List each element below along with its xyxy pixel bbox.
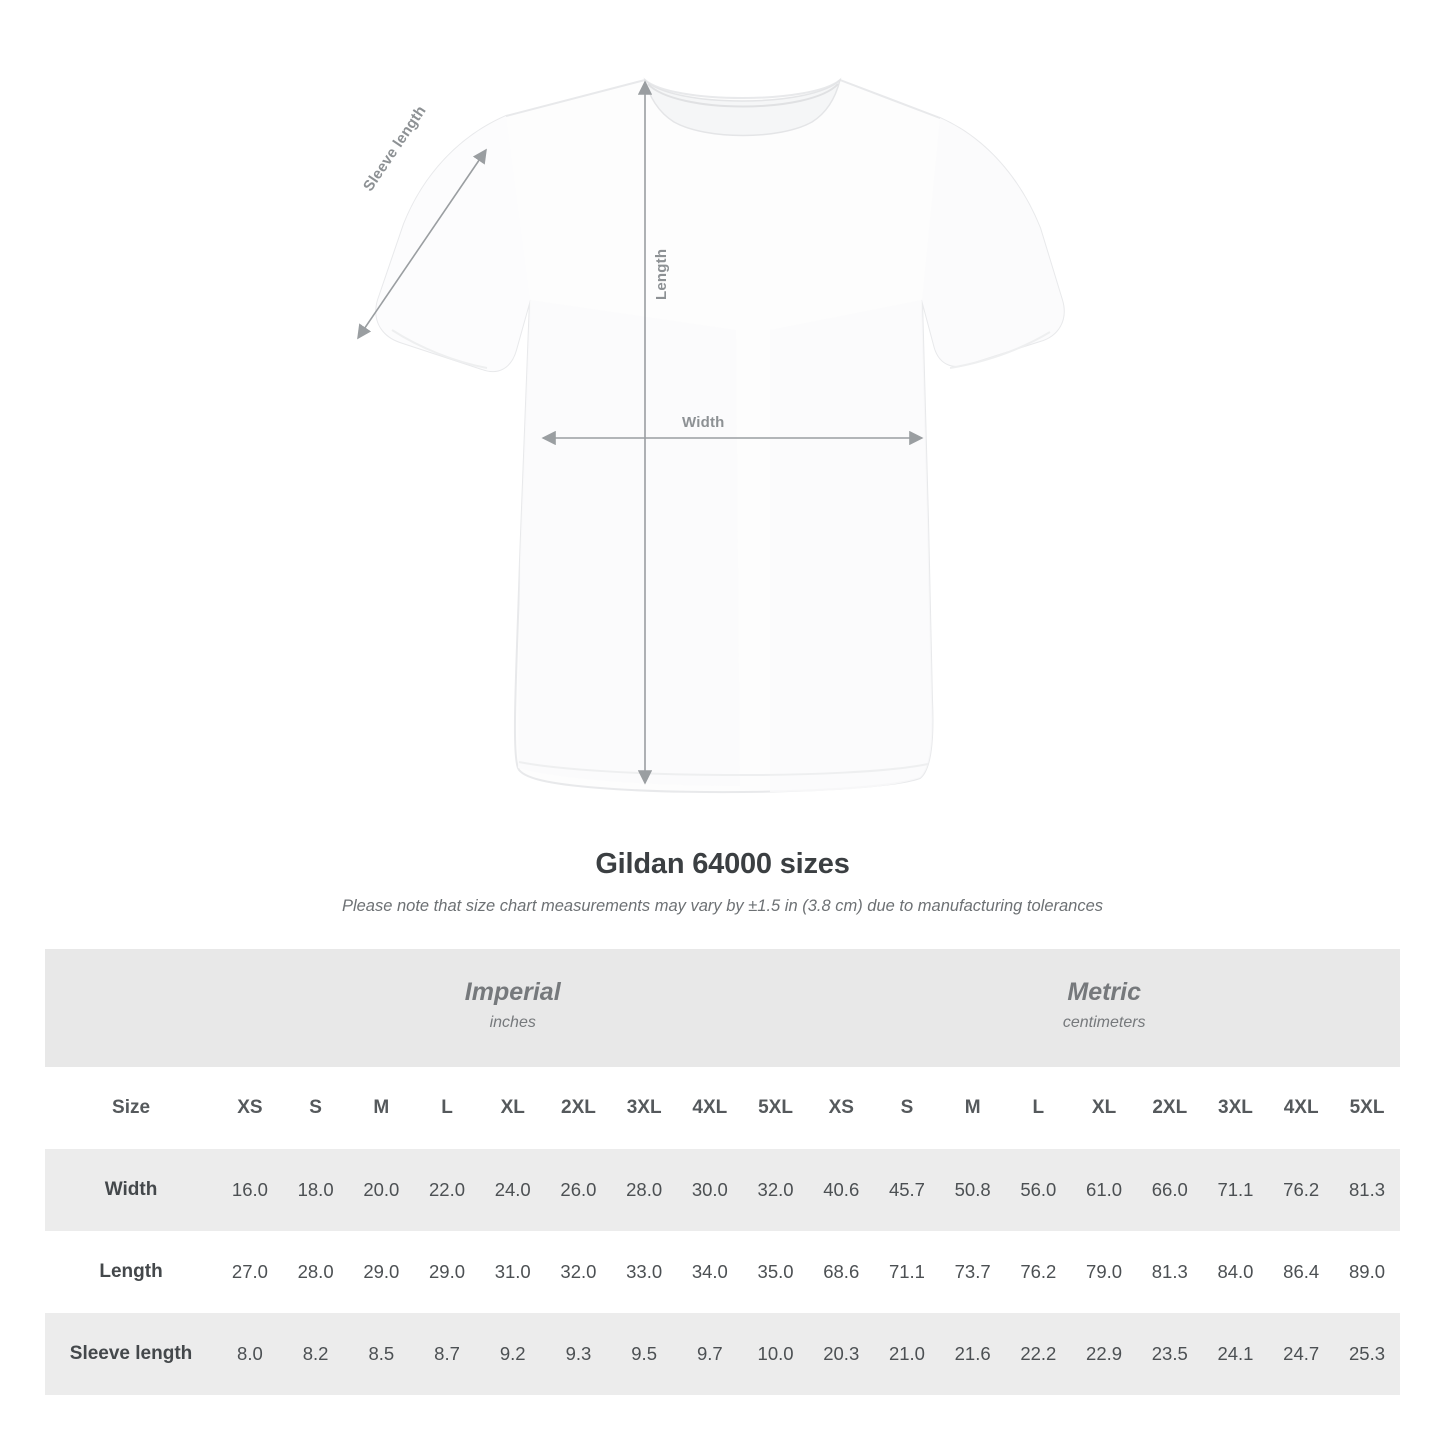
column-header: XL [480,1067,546,1149]
table-cell: 29.0 [348,1231,414,1313]
table-cell: 24.7 [1268,1313,1334,1395]
table-cell: 29.0 [414,1231,480,1313]
unit-imperial-sub: inches [489,1014,536,1032]
table-cell: 35.0 [743,1231,809,1313]
column-header: L [1006,1067,1072,1149]
table-cell: 9.7 [677,1313,743,1395]
table-cell: 81.3 [1334,1149,1400,1231]
table-cell: 18.0 [283,1149,349,1231]
row-label: Width [45,1149,217,1231]
table-cell: 22.0 [414,1149,480,1231]
sleeve-length-dimension-label: Sleeve length [360,102,430,195]
table-cell: 33.0 [611,1231,677,1313]
table-cell: 34.0 [677,1231,743,1313]
column-header: 4XL [1268,1067,1334,1149]
table-cell: 61.0 [1071,1149,1137,1231]
table-cell: 26.0 [546,1149,612,1231]
unit-header-spacer [45,949,217,1067]
table-cell: 66.0 [1137,1149,1203,1231]
column-header: XS [808,1067,874,1149]
table-cell: 89.0 [1334,1231,1400,1313]
table-cell: 9.3 [546,1313,612,1395]
table-cell: 50.8 [940,1149,1006,1231]
column-header: 3XL [1203,1067,1269,1149]
row-label: Sleeve length [45,1313,217,1395]
table-cell: 8.5 [348,1313,414,1395]
table-cell: 28.0 [283,1231,349,1313]
table-cell: 9.5 [611,1313,677,1395]
tolerance-note: Please note that size chart measurements may vary by ±1.5 in (3.8 cm) due to manufacturing tolerances [341,897,1104,915]
table-cell: 56.0 [1006,1149,1072,1231]
length-dimension-label: Length [653,248,670,300]
table-cell: 24.1 [1203,1313,1269,1395]
table-cell: 27.0 [217,1231,283,1313]
column-header: 2XL [1137,1067,1203,1149]
table-cell: 22.2 [1006,1313,1072,1395]
table-cell: 68.6 [808,1231,874,1313]
unit-metric-sub: centimeters [1062,1014,1146,1032]
table-cell: 21.6 [940,1313,1006,1395]
column-header: S [283,1067,349,1149]
table-cell: 84.0 [1203,1231,1269,1313]
table-cell: 21.0 [874,1313,940,1395]
width-dimension-label: Width [682,414,725,431]
unit-header-metric [808,949,1400,1067]
table-cell: 10.0 [743,1313,809,1395]
column-header: 2XL [546,1067,612,1149]
table-cell: 86.4 [1268,1231,1334,1313]
table-cell: 73.7 [940,1231,1006,1313]
table-cell: 40.6 [808,1149,874,1231]
column-header: 5XL [1334,1067,1400,1149]
unit-metric-name: Metric [1067,978,1142,1007]
table-cell: 45.7 [874,1149,940,1231]
table-cell: 32.0 [743,1149,809,1231]
size-table-wrapper [45,949,1400,1395]
table-row [45,1149,1400,1231]
table-cell: 25.3 [1334,1313,1400,1395]
table-cell: 20.3 [808,1313,874,1395]
table-cell: 79.0 [1071,1231,1137,1313]
table-row [45,1313,1400,1395]
row-label: Length [45,1231,217,1313]
table-cell: 81.3 [1137,1231,1203,1313]
column-header: L [414,1067,480,1149]
table-cell: 16.0 [217,1149,283,1231]
table-row [45,1231,1400,1313]
table-cell: 22.9 [1071,1313,1137,1395]
unit-header-row [45,949,1400,1067]
table-cell: 28.0 [611,1149,677,1231]
size-corner-label: Size [45,1067,217,1149]
unit-header-imperial [217,949,808,1067]
column-header: S [874,1067,940,1149]
table-cell: 9.2 [480,1313,546,1395]
table-cell: 32.0 [546,1231,612,1313]
column-header: M [348,1067,414,1149]
table-cell: 23.5 [1137,1313,1203,1395]
column-header: 4XL [677,1067,743,1149]
column-header: XL [1071,1067,1137,1149]
title-block [0,848,1445,916]
table-cell: 31.0 [480,1231,546,1313]
table-cell: 8.0 [217,1313,283,1395]
table-cell: 71.1 [874,1231,940,1313]
column-header: 3XL [611,1067,677,1149]
column-header: 5XL [743,1067,809,1149]
size-table [45,949,1400,1395]
table-cell: 76.2 [1006,1231,1072,1313]
unit-imperial-name: Imperial [464,978,561,1007]
table-cell: 71.1 [1203,1149,1269,1231]
column-header: M [940,1067,1006,1149]
table-cell: 24.0 [480,1149,546,1231]
table-cell: 76.2 [1268,1149,1334,1231]
table-cell: 8.2 [283,1313,349,1395]
table-cell: 20.0 [348,1149,414,1231]
page-title: Gildan 64000 sizes [595,848,850,880]
table-cell: 8.7 [414,1313,480,1395]
table-cell: 30.0 [677,1149,743,1231]
size-header-row [45,1067,1400,1149]
column-header: XS [217,1067,283,1149]
